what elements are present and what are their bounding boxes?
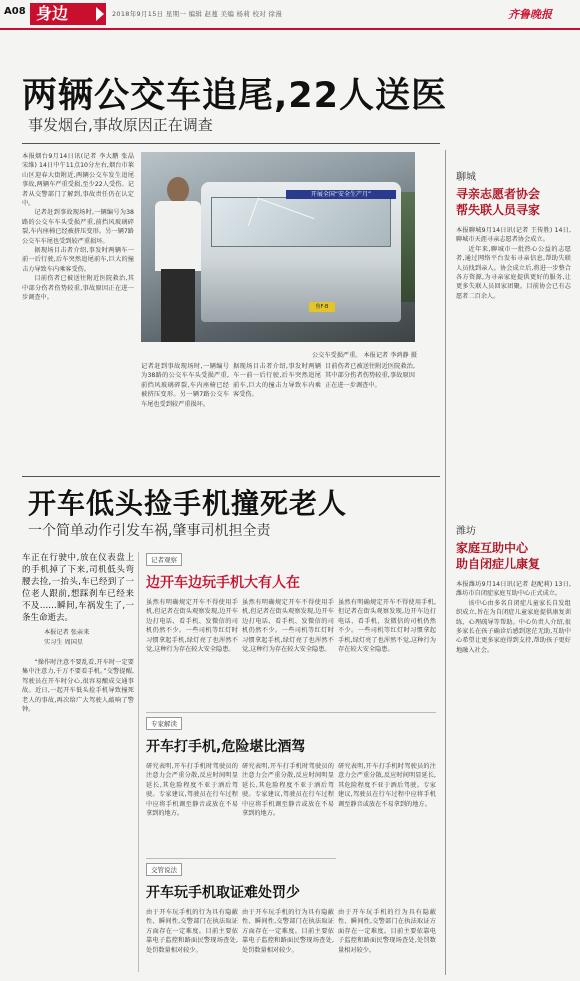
sidebar2-lead: 本报潍坊9月14日讯(记者 赵配莉) 13日,潍坊市自闭症家庭互助中心正式成立。 — [456, 581, 571, 598]
box2-body-column — [338, 762, 436, 854]
sidebar2-tag: 潍坊 — [456, 526, 476, 537]
story1-subhead: 事发烟台,事故原因正在调查 — [28, 116, 213, 134]
story1-headline: 两辆公交车追尾,22人送医 — [22, 76, 448, 116]
story2-reporter: 本报记者 张亲来 实习生 周国星 — [44, 629, 90, 646]
box3-headline: 开车玩手机取证难处罚少 — [146, 885, 300, 901]
box2-paragraph: 研究表明,开车打手机时驾驶员的注意力会严重分散,反应时间明显延长,其危险程度不亚于酒后驾驶。专家建议,驾驶员在行车过程中应将手机调至静音或放在不易拿到的地方。 — [338, 763, 436, 808]
sidebar-divider — [445, 150, 446, 975]
box3-paragraph: 由于开车玩手机的行为具有隐蔽性、瞬间性,交警部门在执法取证方面存在一定难度。目前主要依靠电子监控和路面民警现场查处,处罚数量相对较少。 — [146, 909, 238, 954]
story2-headline: 开车低头捡手机撞死老人 — [28, 487, 348, 520]
story1-paragraph: 目前伤者已被送往附近医院救治,其中部分伤者伤势较重,事故原因正在进一步调查中。 — [325, 363, 415, 389]
sidebar1-body — [456, 226, 571, 476]
box1-paragraph: 虽然有明确规定开车不得使用手机,但记者在街头观察发现,边开车边打电话、看手机、发微信的司机仍然不少。一些司机等红灯时习惯拿起手机,绿灯亮了也浑然不觉,这种行为存在较大安全隐患。 — [146, 599, 238, 654]
story1-body-column — [141, 362, 229, 472]
box2-paragraph: 研究表明,开车打手机时驾驶员的注意力会严重分散,反应时间明显延长,其危险程度不亚于酒后驾驶。专家建议,驾驶员在行车过程中应将手机调至静音或放在不易拿到的地方。 — [146, 763, 238, 818]
story1-rule — [22, 143, 440, 144]
box1-tag: 记者观察 — [146, 553, 182, 566]
section-label: 身边 — [30, 3, 106, 25]
sidebar1-headline-line: 帮失联人员寻家 — [456, 203, 541, 217]
story2-body-column — [22, 658, 134, 973]
box1-body-column — [146, 598, 238, 708]
photo-person — [149, 177, 204, 342]
box1-paragraph: 虽然有明确规定开车不得使用手机,但记者在街头观察发现,边开车边打电话、看手机、发微信的司机仍然不少。一些司机等红灯时习惯拿起手机,绿灯亮了也浑然不觉,这种行为存在较大安全隐患。 — [242, 599, 334, 654]
box3-body-column — [146, 908, 238, 974]
page-header — [0, 0, 580, 30]
header-rule — [0, 28, 580, 30]
sidebar1-headline-line: 寻亲志愿者协会 — [456, 187, 541, 201]
photo-caption: 公交车受损严重。 本报记者 李鸿静 摄 — [312, 352, 417, 359]
box3-body-column — [338, 908, 436, 974]
sidebar1-tag: 聊城 — [456, 172, 476, 183]
box1-body-column — [242, 598, 334, 708]
sidebar2-body — [456, 580, 571, 975]
sidebar2-headline-line: 助自闭症儿康复 — [456, 557, 541, 571]
story2-lead: 车正在行驶中,放在仪表盘上的手机掉了下来,司机低头弯腰去捡,一抬头,车已经到了一位老人跟前,想踩刹车已经来不及……瞬间,车祸发生了,一条生命逝去。 — [22, 553, 134, 623]
story1-lead: 本报烟台9月14日讯(记者 李大鹏 张晶 宋维) 14日中午11点10分左右,烟台市莱山区迎春大街附近,两辆公交车发生追尾事故,两辆车严重受损,至少22人受伤。记者从交警部门了解到,事故责任仍在认定中。 — [22, 153, 134, 208]
box2-tag: 专家解读 — [146, 717, 182, 730]
story1-paragraph: 记者赶到事故现场时,一辆编号为38路的公交车车头受损严重,前挡风玻璃碎裂,车内座椅已经被挤压变形。另一辆7路公交车车尾也受到较严重损坏。 — [22, 209, 134, 245]
box2-rule — [146, 712, 436, 713]
story1-lead-column — [22, 152, 134, 472]
box2-headline: 开车打手机,危险堪比酒驾 — [146, 739, 306, 755]
story1-body-column — [325, 362, 415, 472]
sidebar1-headline — [456, 186, 540, 218]
story2-subhead: 一个简单动作引发车祸,肇事司机担全责 — [28, 523, 271, 539]
sidebar1-lead: 本报聊城9月14日讯(记者 王传胜) 14日,聊城市天涯寻亲志愿者协会成立。 — [456, 227, 571, 244]
header-meta: 2018年9月15日 星期一 编辑 赵蔓 美编 杨莉 校对 徐漫 — [112, 10, 283, 18]
photo-banner: 开展全国“安全生产月” — [286, 190, 396, 199]
box3-paragraph: 由于开车玩手机的行为具有隐蔽性、瞬间性,交警部门在执法取证方面存在一定难度。目前主要依靠电子监控和路面民警现场查处,处罚数量相对较少。 — [242, 909, 334, 954]
box2-paragraph: 研究表明,开车打手机时驾驶员的注意力会严重分散,反应时间明显延长,其危险程度不亚于酒后驾驶。专家建议,驾驶员在行车过程中应将手机调至静音或放在不易拿到的地方。 — [242, 763, 334, 818]
box1-body-column — [338, 598, 436, 708]
box3-rule — [146, 858, 336, 859]
page-number: A08 — [4, 6, 26, 17]
box1-paragraph: 虽然有明确规定开车不得使用手机,但记者在街头观察发现,边开车边打电话、看手机、发微信的司机仍然不少。一些司机等红灯时习惯拿起手机,绿灯亮了也浑然不觉,这种行为存在较大安全隐患。 — [338, 599, 436, 654]
box3-body-column — [242, 908, 334, 974]
sidebar2-paragraph: 该中心由多名自闭症儿童家长自发组织成立,旨在为自闭症儿童家庭提供康复训练、心理疏导等帮助。中心负责人介绍,很多家长在孩子确诊后感到迷茫无助,互助中心希望让更多家庭得到支持,帮助孩子更好地融入社会。 — [456, 599, 571, 654]
story2-column-divider — [138, 552, 139, 972]
section-arrow-icon — [96, 7, 104, 21]
box2-body-column — [146, 762, 238, 854]
photo-plate: 鲁F·B — [309, 302, 335, 312]
box3-paragraph: 由于开车玩手机的行为具有隐蔽性、瞬间性,交警部门在执法取证方面存在一定难度。目前主要依靠电子监控和路面民警现场查处,处罚数量相对较少。 — [338, 909, 436, 954]
story1-body-column — [233, 362, 321, 472]
paper-logo: 齐鲁晚报 — [508, 8, 552, 21]
story1-paragraph: 据现场目击者介绍,事发时两辆车一前一后行驶,后车突然追尾前车,巨大的撞击力导致车内乘客受伤。 — [22, 247, 134, 273]
sidebar2-headline-line: 家庭互助中心 — [456, 541, 529, 555]
story1-paragraph: 目前伤者已被送往附近医院救治,其中部分伤者伤势较重,事故原因正在进一步调查中。 — [22, 275, 134, 302]
sidebar1-paragraph: 近年来,聊城市一批热心公益的志愿者,通过网络平台发布寻亲信息,帮助失联人员找到亲人。协会成立后,将进一步整合各方资源,为寻亲家庭提供更好的服务,让更多失联人员回家团聚。目前协会已有志愿者二百余人。 — [456, 245, 571, 300]
story1-photo — [141, 152, 415, 342]
story1-paragraph: 据现场目击者介绍,事发时两辆车一前一后行驶,后车突然追尾前车,巨大的撞击力导致车内乘客受伤。 — [233, 363, 321, 399]
sidebar2-headline — [456, 540, 540, 572]
box1-headline: 边开车边玩手机大有人在 — [146, 575, 300, 591]
box2-body-column — [242, 762, 334, 854]
story1-paragraph: 记者赶到事故现场时,一辆编号为38路的公交车车头受损严重,前挡风玻璃碎裂,车内座椅已经被挤压变形。另一辆7路公交车车尾也受到较严重损坏。 — [141, 363, 229, 408]
story2-paragraph: “操作时注意不要乱看,开车时一定要集中注意力,千万不要看手机。”交警提醒,驾驶员在开车时分心,很容易酿成交通事故。近日,一起开车低头捡手机导致撞死老人的事故,再次给广大驾驶人敲响了警钟。 — [22, 659, 134, 714]
box3-tag: 交管说法 — [146, 863, 182, 876]
story2-top-rule — [22, 476, 440, 477]
